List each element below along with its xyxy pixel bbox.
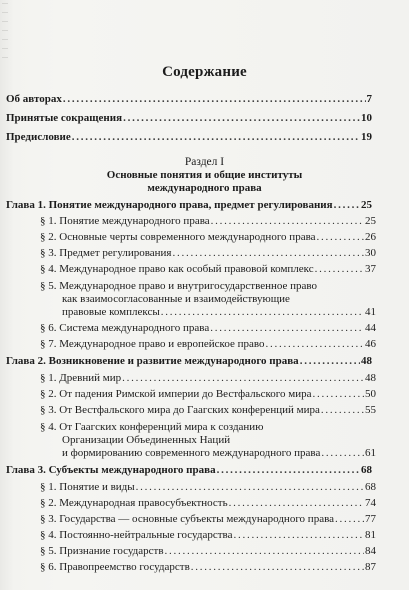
toc-section[interactable] <box>40 497 376 509</box>
toc-leader-dots <box>335 513 364 525</box>
toc-page-number: 84 <box>365 545 376 557</box>
part-heading: Раздел I <box>184 156 225 168</box>
toc-leader-dots <box>300 355 360 367</box>
toc-entry-preface[interactable] <box>6 131 372 143</box>
toc-section-line[interactable]: Организации Объединенных Наций <box>62 434 231 446</box>
page-title: Содержание <box>162 64 247 80</box>
toc-section[interactable] <box>40 372 376 384</box>
toc-entry-text: § 1. Древний мир <box>40 372 122 384</box>
toc-leader-dots <box>321 447 364 459</box>
toc-entry-text: Принятые сокращения <box>6 112 123 124</box>
toc-page-number: 25 <box>365 215 376 227</box>
toc-section[interactable] <box>40 561 376 573</box>
toc-section[interactable] <box>40 338 376 350</box>
toc-entry-text: § 2. Международная правосубъектность <box>40 497 228 509</box>
toc-leader-dots <box>217 464 360 476</box>
toc-entry-text: правовые комплексы <box>62 306 160 318</box>
toc-page-number: 19 <box>361 131 372 143</box>
toc-chapter-1[interactable] <box>6 199 372 211</box>
toc-entry-text: § 4. Международное право как особый правовой комплекс <box>40 263 314 275</box>
toc-page-number: 48 <box>361 355 372 367</box>
toc-leader-dots <box>136 481 364 493</box>
toc-page-number: 55 <box>365 404 376 416</box>
toc-chapter-3[interactable] <box>6 464 372 476</box>
toc-page-number: 61 <box>365 447 376 459</box>
toc-entry-text: и формированию современного международного права <box>62 447 321 459</box>
facing-page-bleed-through: — — — — — — — <box>2 1 8 61</box>
toc-chapter-2[interactable] <box>6 355 372 367</box>
toc-section[interactable] <box>40 481 376 493</box>
toc-section[interactable] <box>40 404 376 416</box>
toc-leader-dots <box>211 215 364 227</box>
toc-entry-text: § 5. Признание государств <box>40 545 164 557</box>
toc-leader-dots <box>210 322 364 334</box>
toc-page-number: 41 <box>365 306 376 318</box>
toc-page-number: 74 <box>365 497 376 509</box>
toc-section[interactable] <box>40 215 376 227</box>
toc-section[interactable] <box>40 529 376 541</box>
toc-entry-text: § 3. От Вестфальского мира до Гаагских конференций мира <box>40 404 320 416</box>
toc-page-number: 48 <box>365 372 376 384</box>
toc-page-number: 77 <box>365 513 376 525</box>
toc-leader-dots <box>317 231 364 243</box>
toc-leader-dots <box>334 199 360 211</box>
part-title-line: Основные понятия и общие институты <box>106 169 303 181</box>
toc-section[interactable] <box>40 388 376 400</box>
toc-leader-dots <box>172 247 364 259</box>
toc-entry-text: § 2. От падения Римской империи до Вестфальского мира <box>40 388 312 400</box>
toc-page-number: 50 <box>365 388 376 400</box>
toc-page-number: 87 <box>365 561 376 573</box>
toc-page-number: 37 <box>365 263 376 275</box>
toc-section-line[interactable]: как взаимосогласованные и взаимодействующие <box>62 293 290 305</box>
toc-entry-text: § 6. Система международного права <box>40 322 210 334</box>
toc-leader-dots <box>313 388 364 400</box>
toc-page-number: 68 <box>361 464 372 476</box>
toc-section[interactable] <box>62 447 376 459</box>
toc-page-number: 30 <box>365 247 376 259</box>
toc-section[interactable] <box>40 322 376 334</box>
toc-entry-text: § 4. Постоянно-нейтральные государства <box>40 529 233 541</box>
toc-leader-dots <box>165 545 364 557</box>
toc-leader-dots <box>266 338 365 350</box>
toc-entry-text: § 6. Правопреемство государств <box>40 561 190 573</box>
toc-entry-text: § 2. Основные черты современного международного права <box>40 231 316 243</box>
toc-entry-text: § 1. Понятие и виды <box>40 481 135 493</box>
toc-entry-abbreviations[interactable] <box>6 112 372 124</box>
toc-page-number: 68 <box>365 481 376 493</box>
toc-section-line[interactable]: § 4. От Гаагских конференций мира к созданию <box>40 421 264 433</box>
toc-leader-dots <box>122 372 364 384</box>
toc-leader-dots <box>315 263 364 275</box>
toc-leader-dots <box>233 529 364 541</box>
part-title-line: международного права <box>147 182 262 194</box>
toc-entry-text: Глава 3. Субъекты международного права <box>6 464 216 476</box>
toc-leader-dots <box>161 306 364 318</box>
toc-entry-text: Об авторах <box>6 93 62 105</box>
toc-section[interactable] <box>40 231 376 243</box>
toc-leader-dots <box>123 112 360 124</box>
toc-entry-text: § 3. Предмет регулирования <box>40 247 172 259</box>
toc-leader-dots <box>191 561 364 573</box>
toc-leader-dots <box>63 93 366 105</box>
toc-page-number: 26 <box>365 231 376 243</box>
toc-leader-dots <box>229 497 364 509</box>
toc-page-number: 7 <box>366 93 372 105</box>
toc-entry-text: Глава 2. Возникновение и развитие международного права <box>6 355 299 367</box>
toc-section[interactable] <box>62 306 376 318</box>
toc-entry-authors[interactable] <box>6 93 372 105</box>
toc-leader-dots <box>321 404 364 416</box>
toc-entry-text: § 3. Государства — основные субъекты международного права <box>40 513 335 525</box>
toc-page-number: 46 <box>365 338 376 350</box>
toc-section[interactable] <box>40 263 376 275</box>
toc-page-number: 10 <box>361 112 372 124</box>
toc-section[interactable] <box>40 545 376 557</box>
toc-page-number: 25 <box>361 199 372 211</box>
toc-page-number: 81 <box>365 529 376 541</box>
toc-section-line[interactable]: § 5. Международное право и внутригосударственное право <box>40 280 318 292</box>
toc-section[interactable] <box>40 247 376 259</box>
toc-entry-text: § 7. Международное право и европейское право <box>40 338 265 350</box>
toc-page-number: 44 <box>365 322 376 334</box>
toc-section[interactable] <box>40 513 376 525</box>
toc-entry-text: Глава 1. Понятие международного права, предмет регулирования <box>6 199 333 211</box>
toc-leader-dots <box>72 131 360 143</box>
toc-entry-text: Предисловие <box>6 131 71 143</box>
toc-entry-text: § 1. Понятие международного права <box>40 215 210 227</box>
